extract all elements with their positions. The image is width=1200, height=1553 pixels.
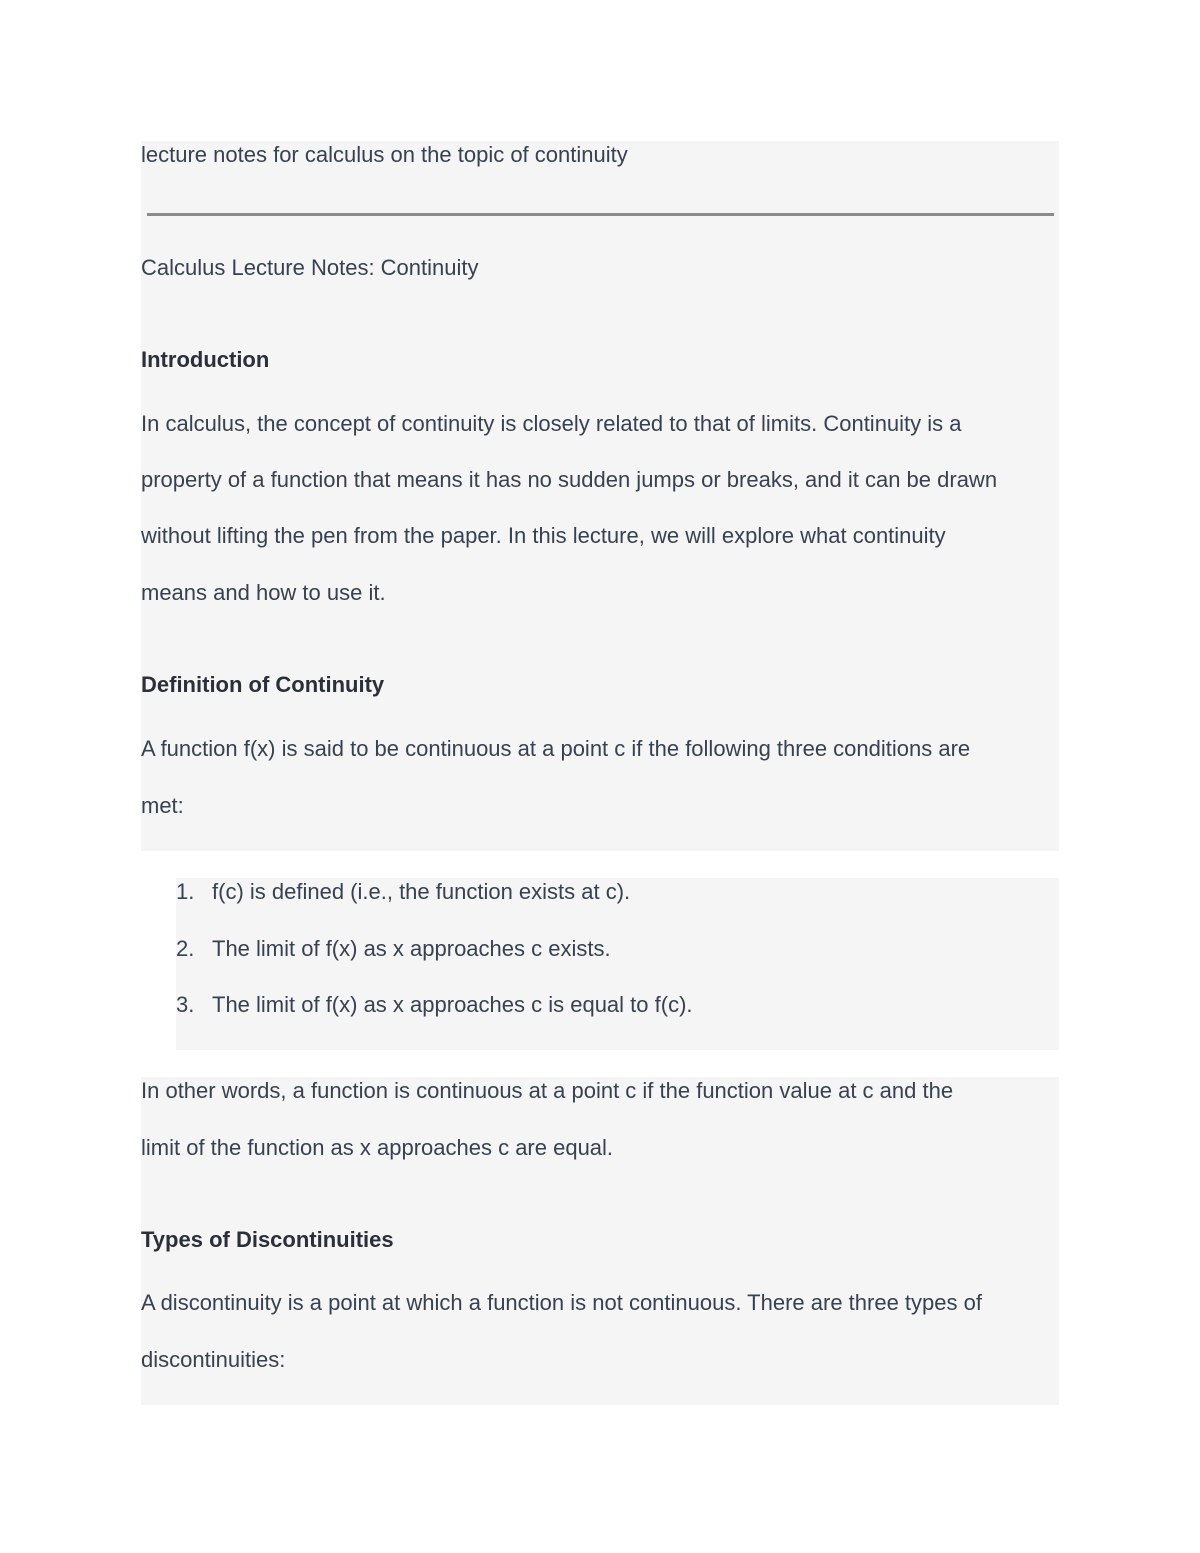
list-number: 1. <box>176 879 195 904</box>
other-words-line-1: In other words, a function is continuous at a point c if the function value at c and the <box>141 1078 954 1103</box>
intro-line-4: means and how to use it. <box>141 580 386 605</box>
intro-line-1: In calculus, the concept of continuity is closely related to that of limits. Continuity is a <box>141 411 962 436</box>
intro-line-3: without lifting the pen from the paper. In this lecture, we will explore what continuity <box>141 523 946 548</box>
intro-heading: Introduction <box>141 347 270 372</box>
definition-line-1: A function f(x) is said to be continuous at a point c if the following three conditions are <box>141 736 971 761</box>
types-heading: Types of Discontinuities <box>141 1227 394 1252</box>
divider <box>147 213 1054 216</box>
other-words-line-2: limit of the function as x approaches c are equal. <box>141 1135 614 1160</box>
definition-heading: Definition of Continuity <box>141 672 385 697</box>
types-line-1: A discontinuity is a point at which a function is not continuous. There are three types of <box>141 1290 982 1315</box>
list-number: 3. <box>176 992 195 1017</box>
list-number: 2. <box>176 936 195 961</box>
page-title: Calculus Lecture Notes: Continuity <box>141 255 479 280</box>
list-text: f(c) is defined (i.e., the function exists at c). <box>212 879 631 904</box>
definition-line-2: met: <box>141 793 184 818</box>
list-text: The limit of f(x) as x approaches c exists. <box>212 936 611 961</box>
types-line-2: discontinuities: <box>141 1347 286 1372</box>
prompt-text: lecture notes for calculus on the topic of continuity <box>141 142 628 167</box>
list-text: The limit of f(x) as x approaches c is equal to f(c). <box>212 992 693 1017</box>
intro-line-2: property of a function that means it has no sudden jumps or breaks, and it can be drawn <box>141 467 998 492</box>
